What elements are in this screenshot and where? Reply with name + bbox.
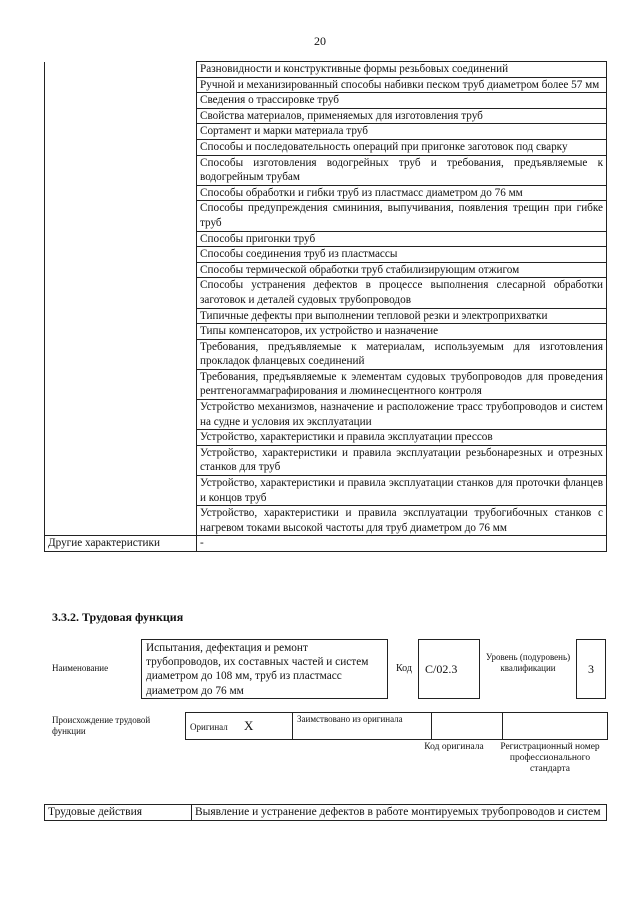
knowledge-row [45, 231, 607, 247]
knowledge-row-left [45, 185, 197, 201]
knowledge-row [45, 124, 607, 140]
other-characteristics-row [45, 536, 607, 552]
knowledge-item: Разновидности и конструктивные формы резьбовых соединений [197, 62, 607, 78]
knowledge-row-left [45, 278, 197, 308]
knowledge-item: Устройство, характеристики и правила эксплуатации резьбонарезных и отрезных станков для труб [197, 445, 607, 475]
knowledge-row-left [45, 369, 197, 399]
code-label: Код [396, 663, 412, 674]
knowledge-item: Способы обработки и гибки труб из пластмасс диаметром до 76 мм [197, 185, 607, 201]
knowledge-row-left [45, 476, 197, 506]
knowledge-item: Свойства материалов, применяемых для изготовления труб [197, 108, 607, 124]
code-value: C/02.3 [418, 639, 480, 699]
knowledge-row [45, 430, 607, 446]
actions-label: Трудовые действия [45, 805, 192, 821]
other-characteristics-value: - [197, 536, 607, 552]
knowledge-item: Сортамент и марки материала труб [197, 124, 607, 140]
level-label: Уровень (подуровень) квалификации [485, 652, 571, 673]
knowledge-row [45, 278, 607, 308]
knowledge-row [45, 62, 607, 78]
original-label: Оригинал [190, 722, 228, 732]
original-cell [186, 713, 293, 740]
knowledge-row-left [45, 231, 197, 247]
knowledge-item: Требования, предъявляемые к материалам, используемым для изготовления прокладок фланцевых соединений [197, 339, 607, 369]
knowledge-item: Способы и последовательность операций при пригонке заготовок под сварку [197, 139, 607, 155]
knowledge-row [45, 185, 607, 201]
knowledge-row-left [45, 339, 197, 369]
knowledge-row-left [45, 201, 197, 231]
knowledge-item: Типы компенсаторов, их устройство и назначение [197, 324, 607, 340]
origin-label: Происхождение трудовой функции [52, 715, 151, 736]
knowledge-item: Требования, предъявляемые к элементам судовых трубопроводов для проведения рентгеногаммаграфирования и люминесцентного контроля [197, 369, 607, 399]
reg-number-label: Регистрационный номер профессионального стандарта [500, 742, 600, 774]
section-heading: 3.3.2. Трудовая функция [52, 610, 184, 624]
knowledge-row [45, 369, 607, 399]
knowledge-row [45, 445, 607, 475]
other-characteristics-label: Другие характеристики [45, 536, 197, 552]
knowledge-item: Способы устранения дефектов в процессе выполнения слесарной обработки заготовок и деталей судовых трубопроводов [197, 278, 607, 308]
knowledge-row [45, 247, 607, 263]
knowledge-row-left [45, 262, 197, 278]
knowledge-row-left [45, 247, 197, 263]
knowledge-row-left [45, 445, 197, 475]
knowledge-item: Ручной и механизированный способы набивки песком труб диаметром более 57 мм [197, 77, 607, 93]
knowledge-item: Устройство, характеристики и правила эксплуатации трубогибочных станков с нагревом токами высокой частоты для труб диаметром до 76 мм [197, 506, 607, 536]
knowledge-row [45, 476, 607, 506]
knowledge-row [45, 201, 607, 231]
actions-table [44, 804, 607, 821]
knowledge-item: Способы изготовления водогрейных труб и требования, предъявляемые к водогрейным трубам [197, 155, 607, 185]
knowledge-row-left [45, 506, 197, 536]
knowledge-row-left [45, 308, 197, 324]
knowledge-row-left [45, 108, 197, 124]
knowledge-row [45, 108, 607, 124]
knowledge-row-left [45, 324, 197, 340]
knowledge-row-left [45, 93, 197, 109]
code-original-cell [432, 713, 503, 740]
knowledge-row [45, 400, 607, 430]
function-name: Испытания, дефектация и ремонт трубопроводов, их составных частей и систем диаметром до 108 мм, труб из пластмасс диаметром до 76 мм [141, 639, 388, 699]
name-label: Наименование [52, 663, 109, 673]
knowledge-row [45, 324, 607, 340]
knowledge-item: Типичные дефекты при выполнении тепловой резки и электроприхватки [197, 308, 607, 324]
knowledge-row [45, 506, 607, 536]
knowledge-item: Способы термической обработки труб стабилизирующим отжигом [197, 262, 607, 278]
knowledge-item: Способы пригонки труб [197, 231, 607, 247]
knowledge-row-left [45, 77, 197, 93]
knowledge-row-left [45, 139, 197, 155]
knowledge-row-left [45, 430, 197, 446]
knowledge-row [45, 155, 607, 185]
knowledge-table [44, 61, 607, 552]
code-original-label: Код оригинала [424, 742, 484, 752]
knowledge-row [45, 77, 607, 93]
knowledge-item: Устройство механизмов, назначение и расположение трасс трубопроводов и систем на судне и условия их эксплуатации [197, 400, 607, 430]
knowledge-item: Способы предупреждения смининия, выпучивания, появления трещин при гибке труб [197, 201, 607, 231]
knowledge-item: Способы соединения труб из пластмассы [197, 247, 607, 263]
knowledge-row [45, 139, 607, 155]
knowledge-item: Устройство, характеристики и правила эксплуатации прессов [197, 430, 607, 446]
level-value: 3 [576, 639, 606, 699]
knowledge-item: Устройство, характеристики и правила эксплуатации станков для проточки фланцев и концов труб [197, 476, 607, 506]
origin-table [185, 712, 608, 740]
knowledge-item: Сведения о трассировке труб [197, 93, 607, 109]
reg-number-cell [503, 713, 608, 740]
knowledge-row [45, 262, 607, 278]
knowledge-row-left [45, 400, 197, 430]
knowledge-row [45, 308, 607, 324]
knowledge-row-left [45, 155, 197, 185]
knowledge-row-left [45, 124, 197, 140]
knowledge-row [45, 339, 607, 369]
borrowed-label: Заимствовано из оригинала [293, 713, 432, 740]
actions-value: Выявление и устранение дефектов в работе монтируемых трубопроводов и систем [192, 805, 607, 821]
knowledge-row-left [45, 62, 197, 78]
original-mark: X [243, 718, 254, 733]
actions-row [45, 805, 607, 821]
page-number: 20 [314, 34, 326, 48]
knowledge-row [45, 93, 607, 109]
